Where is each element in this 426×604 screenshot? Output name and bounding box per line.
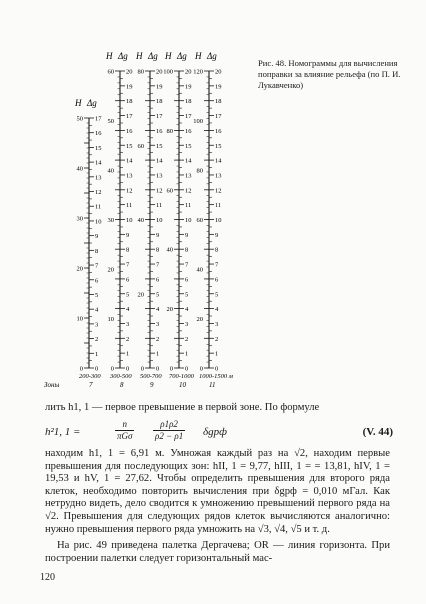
dg-tick-label: 16 xyxy=(126,127,133,135)
dg-tick-label: 18 xyxy=(126,98,133,106)
dg-tick-label: 5 xyxy=(156,291,160,299)
dg-tick-label: 8 xyxy=(156,246,160,254)
dg-tick-label: 7 xyxy=(156,261,160,269)
dg-tick-label: 4 xyxy=(185,306,189,314)
dg-tick-label: 19 xyxy=(126,83,133,91)
h-tick-label: 20 xyxy=(137,291,144,299)
formula-fraction-2 xyxy=(153,419,185,442)
h-tick-label: 50 xyxy=(76,115,83,123)
dg-tick-label: 3 xyxy=(185,320,189,328)
header-h: H xyxy=(195,51,202,61)
dg-tick-label: 17 xyxy=(185,113,192,121)
dg-tick-label: 14 xyxy=(126,157,133,165)
h-tick-label: 40 xyxy=(107,167,114,175)
header-dg: Δg xyxy=(207,51,217,61)
dg-tick-label: 17 xyxy=(95,115,102,123)
dg-tick-label: 0 xyxy=(156,365,160,373)
h-tick-label: 60 xyxy=(107,68,114,76)
dg-tick-label: 19 xyxy=(215,83,222,91)
header-dg: Δg xyxy=(87,98,97,108)
dg-tick-label: 1 xyxy=(215,350,219,358)
dg-tick-label: 11 xyxy=(126,202,133,210)
formula-tail: δgрф xyxy=(203,426,227,438)
dg-tick-label: 10 xyxy=(185,217,192,224)
dg-tick-label: 12 xyxy=(156,187,163,195)
formula-v44 xyxy=(45,421,393,445)
dg-tick-label: 1 xyxy=(156,350,160,358)
dg-tick-label: 10 xyxy=(95,218,102,226)
dg-tick-label: 13 xyxy=(156,172,163,180)
formula-number: (V. 44) xyxy=(362,426,393,438)
dg-tick-label: 9 xyxy=(185,231,189,239)
h-tick-label: 40 xyxy=(166,246,173,254)
dg-tick-label: 7 xyxy=(215,261,219,269)
dg-tick-label: 4 xyxy=(126,306,130,314)
h-tick-label: 40 xyxy=(76,165,83,173)
h-tick-label: 120 xyxy=(193,68,203,76)
dg-tick-label: 9 xyxy=(126,231,130,239)
h-tick-label: 0 xyxy=(140,365,144,373)
dg-tick-label: 20 xyxy=(185,68,192,76)
formula-frac2-denominator: ρ2 − ρ1 xyxy=(155,431,184,441)
header-dg: Δg xyxy=(148,51,158,61)
dg-tick-label: 15 xyxy=(126,142,133,150)
dg-tick-label: 0 xyxy=(126,365,130,373)
dg-tick-label: 5 xyxy=(95,291,99,299)
dg-tick-label: 11 xyxy=(215,202,222,210)
dg-tick-label: 10 xyxy=(126,217,133,224)
dg-tick-label: 9 xyxy=(95,233,99,241)
header-h: H xyxy=(136,51,143,61)
dg-tick-label: 15 xyxy=(156,142,163,150)
zone-number: 11 xyxy=(209,381,216,389)
dg-tick-label: 1 xyxy=(126,350,130,358)
dg-tick-label: 13 xyxy=(126,172,133,180)
dg-tick-label: 15 xyxy=(185,142,192,150)
figure-caption: Рис. 48. Номограммы для вычисления поправки за влияние рельефа (по П. И. Лукавченко) xyxy=(258,58,401,90)
dg-tick-label: 6 xyxy=(95,277,99,285)
h-tick-label: 30 xyxy=(76,215,83,223)
h-tick-label: 100 xyxy=(163,68,173,76)
h-tick-label: 60 xyxy=(196,217,203,224)
dg-tick-label: 20 xyxy=(215,68,222,76)
dg-tick-label: 6 xyxy=(215,276,219,284)
formula-lhs: h²1, 1 = xyxy=(45,426,81,438)
header-dg: Δg xyxy=(177,51,187,61)
h-tick-label: 0 xyxy=(169,365,173,373)
dg-tick-label: 4 xyxy=(215,306,219,314)
dg-tick-label: 3 xyxy=(95,321,99,329)
dg-tick-label: 9 xyxy=(215,231,219,239)
dg-tick-label: 7 xyxy=(126,261,130,269)
dg-tick-label: 12 xyxy=(126,187,133,195)
dg-tick-label: 19 xyxy=(185,83,192,91)
header-dg: Δg xyxy=(118,51,128,61)
dg-tick-label: 9 xyxy=(156,231,160,239)
zones-label: Зоны xyxy=(44,381,60,389)
dg-tick-label: 3 xyxy=(126,320,130,328)
dg-tick-label: 8 xyxy=(185,246,189,254)
dg-tick-label: 20 xyxy=(126,68,133,76)
dg-tick-label: 16 xyxy=(95,130,102,138)
dg-tick-label: 14 xyxy=(185,157,192,165)
dg-tick-label: 14 xyxy=(95,159,102,167)
range-label: 700-1000 xyxy=(169,373,194,380)
dg-tick-label: 11 xyxy=(156,202,163,210)
dg-tick-label: 2 xyxy=(156,335,160,343)
dg-tick-label: 11 xyxy=(185,202,192,210)
h-tick-label: 0 xyxy=(110,365,114,373)
h-tick-label: 20 xyxy=(76,265,83,273)
dg-tick-label: 17 xyxy=(126,113,133,121)
dg-tick-label: 1 xyxy=(95,350,99,358)
dg-tick-label: 1 xyxy=(185,350,189,358)
dg-tick-label: 10 xyxy=(215,217,222,224)
dg-tick-label: 12 xyxy=(95,189,102,197)
h-tick-label: 50 xyxy=(107,118,114,125)
range-label: 1000-1500 м xyxy=(199,373,233,380)
header-h: H xyxy=(106,51,113,61)
header-h: H xyxy=(75,98,82,108)
h-tick-label: 80 xyxy=(196,167,203,175)
dg-tick-label: 8 xyxy=(215,246,219,254)
dg-tick-label: 19 xyxy=(156,83,163,91)
zone-number: 8 xyxy=(120,381,124,389)
h-tick-label: 20 xyxy=(196,316,203,323)
dg-tick-label: 10 xyxy=(156,217,163,224)
paragraph-1: лить h1, 1 — первое превышение в первой зоне. По формуле xyxy=(45,402,320,413)
dg-tick-label: 16 xyxy=(185,127,192,135)
dg-tick-label: 18 xyxy=(156,98,163,106)
dg-tick-label: 16 xyxy=(215,127,222,135)
dg-tick-label: 2 xyxy=(126,335,130,343)
h-tick-label: 80 xyxy=(166,127,173,135)
dg-tick-label: 17 xyxy=(156,113,163,121)
dg-tick-label: 6 xyxy=(185,276,189,284)
dg-tick-label: 2 xyxy=(185,335,189,343)
h-tick-label: 80 xyxy=(137,68,144,76)
h-tick-label: 40 xyxy=(137,217,144,224)
dg-tick-label: 15 xyxy=(95,144,102,152)
h-tick-label: 10 xyxy=(107,316,114,323)
dg-tick-label: 13 xyxy=(185,172,192,180)
header-h: H xyxy=(165,51,172,61)
dg-tick-label: 18 xyxy=(185,98,192,106)
paragraph-2: находим h1, 1 = 6,91 м. Умножая каждый раз на √2, находим первые превышения для последующих зон: hII, 1 = 9,77, hIII, 1 = = 13,81, hIV, 1 = 19,53 и hV, 1 = 27,62. Чтобы определить превышения для второго ряда клеток, необходимо повторить вычисления при δgрф = 0,010 мГал. Как нетрудно видеть, дело сводится к умножению превышений первого ряда на √2. Превышения для следующих рядов клеток вычисляются аналогично: нужно превышения первого ряда умножить на √3, √4, √5 и т. д. xyxy=(45,448,390,535)
dg-tick-label: 6 xyxy=(156,276,160,284)
formula-fraction-1 xyxy=(115,419,134,442)
zone-number: 7 xyxy=(89,381,93,389)
dg-tick-label: 20 xyxy=(156,68,163,76)
h-tick-label: 10 xyxy=(76,315,83,323)
dg-tick-label: 7 xyxy=(185,261,189,269)
dg-tick-label: 16 xyxy=(156,127,163,135)
range-label: 500-700 xyxy=(140,373,162,380)
dg-tick-label: 12 xyxy=(215,187,222,195)
dg-tick-label: 15 xyxy=(215,142,222,150)
dg-tick-label: 7 xyxy=(95,262,99,270)
h-tick-label: 100 xyxy=(193,118,203,125)
dg-tick-label: 11 xyxy=(95,203,102,211)
formula-frac1-numerator: n xyxy=(115,419,134,431)
dg-tick-label: 5 xyxy=(185,291,189,299)
dg-tick-label: 12 xyxy=(185,187,192,195)
dg-tick-label: 3 xyxy=(215,320,219,328)
zone-number: 9 xyxy=(150,381,154,389)
dg-tick-label: 5 xyxy=(126,291,130,299)
h-tick-label: 20 xyxy=(166,306,173,314)
dg-tick-label: 14 xyxy=(215,157,222,165)
h-tick-label: 0 xyxy=(199,365,203,373)
h-tick-label: 60 xyxy=(137,142,144,150)
dg-tick-label: 8 xyxy=(126,246,130,254)
dg-tick-label: 6 xyxy=(126,276,130,284)
h-tick-label: 0 xyxy=(79,365,83,373)
dg-tick-label: 14 xyxy=(156,157,163,165)
formula-frac1-denominator: πGσ xyxy=(117,431,133,441)
h-tick-label: 20 xyxy=(107,266,114,274)
h-tick-label: 60 xyxy=(166,187,173,195)
dg-tick-label: 0 xyxy=(185,365,189,373)
dg-tick-label: 4 xyxy=(156,306,160,314)
range-label: 200-300 xyxy=(79,373,101,380)
dg-tick-label: 18 xyxy=(215,98,222,106)
paragraph-3: На рис. 49 приведена палетка Дергачева; OR — линия горизонта. При построении палетки следует горизонтальный мас- xyxy=(45,540,390,564)
dg-tick-label: 0 xyxy=(95,365,99,373)
formula-frac2-numerator: ρ1ρ2 xyxy=(153,419,185,431)
dg-tick-label: 13 xyxy=(215,172,222,180)
dg-tick-label: 0 xyxy=(215,365,219,373)
dg-tick-label: 8 xyxy=(95,247,99,255)
dg-tick-label: 3 xyxy=(156,320,160,328)
dg-tick-label: 17 xyxy=(215,113,222,121)
h-tick-label: 40 xyxy=(196,266,203,274)
dg-tick-label: 2 xyxy=(215,335,219,343)
dg-tick-label: 13 xyxy=(95,174,102,182)
range-label: 300-500 xyxy=(110,373,132,380)
dg-tick-label: 4 xyxy=(95,306,99,314)
dg-tick-label: 5 xyxy=(215,291,219,299)
zone-number: 10 xyxy=(179,381,186,389)
dg-tick-label: 2 xyxy=(95,336,99,344)
page-number: 120 xyxy=(40,572,55,583)
h-tick-label: 30 xyxy=(107,217,114,224)
